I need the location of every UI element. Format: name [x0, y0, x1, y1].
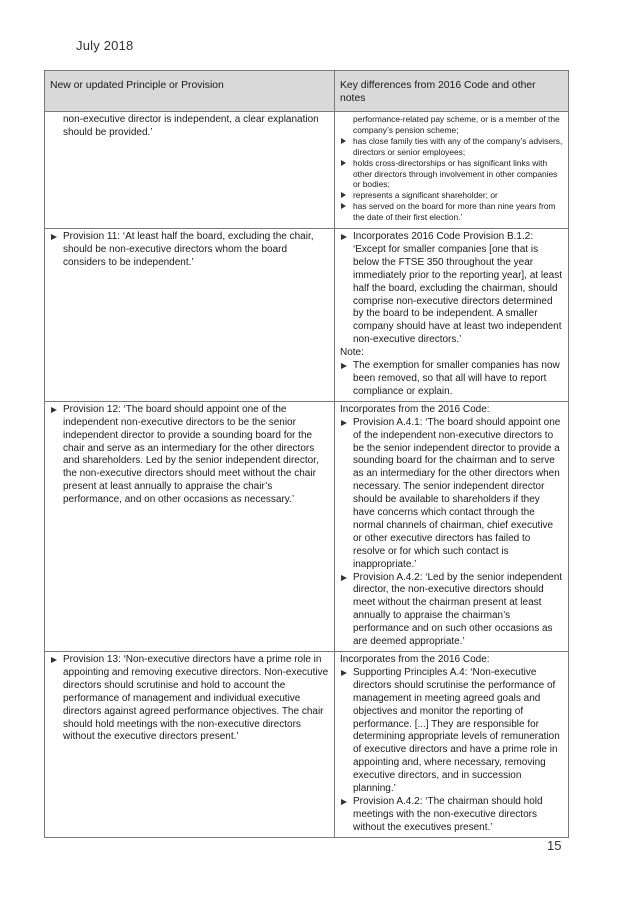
- triangle-bullet-icon: [341, 420, 347, 426]
- row3-right-cell: [335, 401, 569, 651]
- column-header-differences: Key differences from 2016 Code and other notes: [335, 71, 569, 112]
- provision-12: Provision 12: ‘The board should appoint one of the independent non-executive directors to be the senior independent director to provide a sounding board for the chair and serve as an intermediary for the other directors and shareholders. Led by the senior independent director, the non-executive directors should meet without the chair present at least annually to appraise the chair’s performance, and on other occasions as necessary.’: [50, 404, 329, 507]
- incorporates-intro: Incorporates from the 2016 Code:: [340, 654, 490, 665]
- table-header-row: [45, 71, 569, 112]
- list-item: Supporting Principles A.4: ‘Non-executive directors should scrutinise the performance of management in meeting agreed goals and objectives and monitor the reporting of performance. [...] They are responsible for determining appropriate levels of remuneration of executive directors and have a prime role in appointing and, where necessary, removing executive directors, and in succession planning.’: [340, 667, 563, 796]
- column-header-principle: New or updated Principle or Provision: [45, 71, 335, 112]
- row4-left-cell: [45, 652, 335, 838]
- list-item: has close family ties with any of the company’s advisers, directors or senior employees;: [340, 136, 563, 158]
- triangle-bullet-icon: [341, 670, 347, 676]
- list-item: Incorporates 2016 Code Provision B.1.2: ‘Except for smaller companies [one that is below the FTSE 350 throughout the year immediately prior to the reporting year], at least half the board, excluding the chairman, should comprise non-executive directors determined by the board to be independent. A smaller company should have at least two independent non-executive directors.’: [340, 231, 563, 347]
- triangle-bullet-icon: [341, 575, 347, 581]
- list-item: represents a significant shareholder; or: [340, 190, 563, 201]
- row4-right-cell: [335, 652, 569, 838]
- list-item: Provision A.4.2: ‘The chairman should hold meetings with the non-executive directors without the executives present.’: [340, 796, 563, 835]
- row1-continued-text: performance-related pay scheme, or is a member of the company’s pension scheme;: [353, 114, 560, 135]
- triangle-bullet-icon: [341, 363, 347, 369]
- triangle-bullet-icon: [51, 234, 57, 240]
- triangle-bullet-icon: [341, 234, 347, 240]
- triangle-bullet-icon: [341, 799, 347, 805]
- row3-left-cell: [45, 401, 335, 651]
- table-row: [45, 401, 569, 651]
- row1-right-cell: [335, 112, 569, 229]
- list-item: The exemption for smaller companies has now been removed, so that all will have to report compliance or explain.: [340, 360, 563, 399]
- header-date: July 2018: [76, 38, 134, 53]
- page-number: 15: [547, 838, 562, 853]
- provision-13: Provision 13: ‘Non-executive directors have a prime role in appointing and removing executive directors. Non-executive directors should scrutinise and hold to account the performance of management and individual executive directors against agreed performance objectives. The chair should hold meetings with the non-executive directors without the executive directors present.’: [50, 654, 329, 744]
- triangle-bullet-icon: [51, 657, 57, 663]
- row1-left-text: non-executive director is independent, a clear explanation should be provided.’: [63, 114, 319, 138]
- triangle-bullet-icon: [341, 192, 346, 198]
- triangle-bullet-icon: [51, 407, 57, 413]
- provision-11: Provision 11: ‘At least half the board, excluding the chair, should be non-executive directors whom the board considers to be independent.’: [50, 231, 329, 270]
- row1-left-cell: [45, 112, 335, 229]
- incorporates-intro: Incorporates from the 2016 Code:: [340, 403, 490, 415]
- triangle-bullet-icon: [341, 203, 346, 209]
- row2-left-cell: [45, 229, 335, 402]
- table-row: [45, 112, 569, 229]
- triangle-bullet-icon: [341, 160, 346, 166]
- list-item: has served on the board for more than nine years from the date of their first election.’: [340, 201, 563, 223]
- provisions-table: [44, 70, 569, 838]
- row2-right-cell: [335, 229, 569, 402]
- table-row: [45, 652, 569, 838]
- triangle-bullet-icon: [341, 138, 346, 144]
- list-item: Provision A.4.2: ‘Led by the senior independent director, the non-executive directors should meet without the chairman present at least annually to appraise the chairman’s performance and on such other occasions as are deemed appropriate.’: [340, 572, 563, 649]
- list-item: Provision A.4.1: ‘The board should appoint one of the independent non-executive directors to be the senior independent director to provide a sounding board for the chairman and to serve as an intermediary for the other directors when necessary. The senior independent director should be available to shareholders if they have concerns which contact through the normal channels of chairman, chief executive or other executive directors has failed to resolve or for which such contact is inappropriate.’: [340, 417, 563, 572]
- table-row: [45, 229, 569, 402]
- note-label: Note:: [340, 347, 364, 359]
- list-item: holds cross-directorships or has significant links with other directors through involvement in other companies or bodies;: [340, 158, 563, 191]
